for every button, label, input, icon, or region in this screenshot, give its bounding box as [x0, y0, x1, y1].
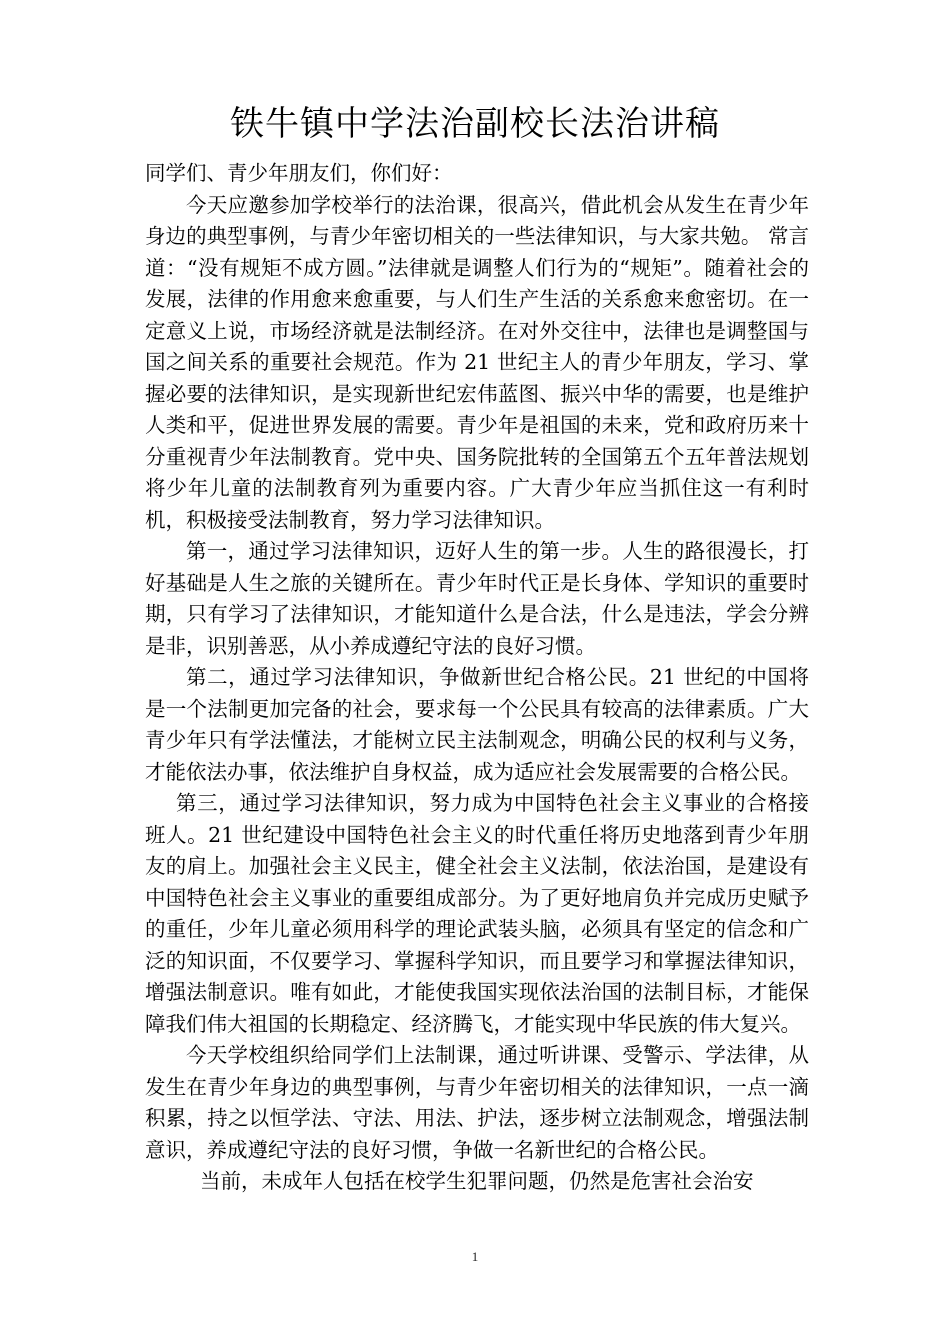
page-number: 1: [471, 1249, 479, 1264]
paragraph-first-point: 第一，通过学习法律知识，迈好人生的第一步。人生的路很漫长，打好基础是人生之旅的关键所在。青少年时代正是长身体、学知识的重要时期，只有学习了法律知识，才能知道什么是合法，什么是违法，学会分辨是非，识别善恶，从小养成遵纪守法的良好习惯。: [145, 539, 809, 658]
paragraph-intro: 今天应邀参加学校举行的法治课，很高兴，借此机会从发生在青少年身边的典型事例，与青少年密切相关的一些法律知识，与大家共勉。 常言道：“没有规矩不成方圆。”法律就是调整人们行为的“规矩”。随着社会的发展，法律的作用愈来愈重要，与人们生产生活的关系愈来愈密切。在一定意义上说，市场经济就是法制经济。在对外交往中，法律也是调整国与国之间关系的重要社会规范。作为 21 世纪主人的青少年朋友，学习、掌握必要的法律知识，是实现新世纪宏伟蓝图、振兴中华的需要，也是维护人类和平，促进世界发展的需要。青少年是祖国的未来，党和政府历来十分重视青少年法制教育。党中央、国务院批转的全国第五个五年普法规划将少年儿童的法制教育列为重要内容。广大青少年应当抓住这一有利时机，积极接受法制教育，努力学习法律知识。: [145, 192, 809, 532]
document-body: [145, 158, 809, 1198]
document-title: 铁牛镇中学法治副校长法治讲稿: [230, 104, 720, 144]
paragraph-continued: 当前，未成年人包括在校学生犯罪问题，仍然是危害社会治安: [200, 1169, 754, 1193]
paragraph-third-point: 第三，通过学习法律知识，努力成为中国特色社会主义事业的合格接班人。21 世纪建设中国特色社会主义的时代重任将历史地落到青少年朋友的肩上。加强社会主义民主，健全社会主义法制，依法治国，是建设有中国特色社会主义事业的重要组成部分。为了更好地肩负并完成历史赋予的重任，少年儿童必须用科学的理论武装头脑，必须具有坚定的信念和广泛的知识面，不仅要学习、掌握科学知识，而且要学习和掌握法律知识，增强法制意识。唯有如此，才能使我国实现依法治国的法制目标，才能保障我们伟大祖国的长期稳定、经济腾飞，才能实现中华民族的伟大复兴。: [145, 791, 809, 1036]
greeting: 同学们、青少年朋友们，你们好：: [145, 161, 453, 185]
paragraph-summary: 今天学校组织给同学们上法制课，通过听讲课、受警示、学法律，从发生在青少年身边的典型事例，与青少年密切相关的法律知识，一点一滴积累，持之以恒学法、守法、用法、护法，逐步树立法制观念，增强法制意识，养成遵纪守法的良好习惯，争做一名新世纪的合格公民。: [145, 1043, 809, 1162]
paragraph-second-point: 第二，通过学习法律知识，争做新世纪合格公民。21 世纪的中国将是一个法制更加完备的社会，要求每一个公民具有较高的法律素质。广大青少年只有学法懂法，才能树立民主法制观念，明确公民的权利与义务，才能依法办事，依法维护自身权益，成为适应社会发展需要的合格公民。: [145, 665, 809, 784]
